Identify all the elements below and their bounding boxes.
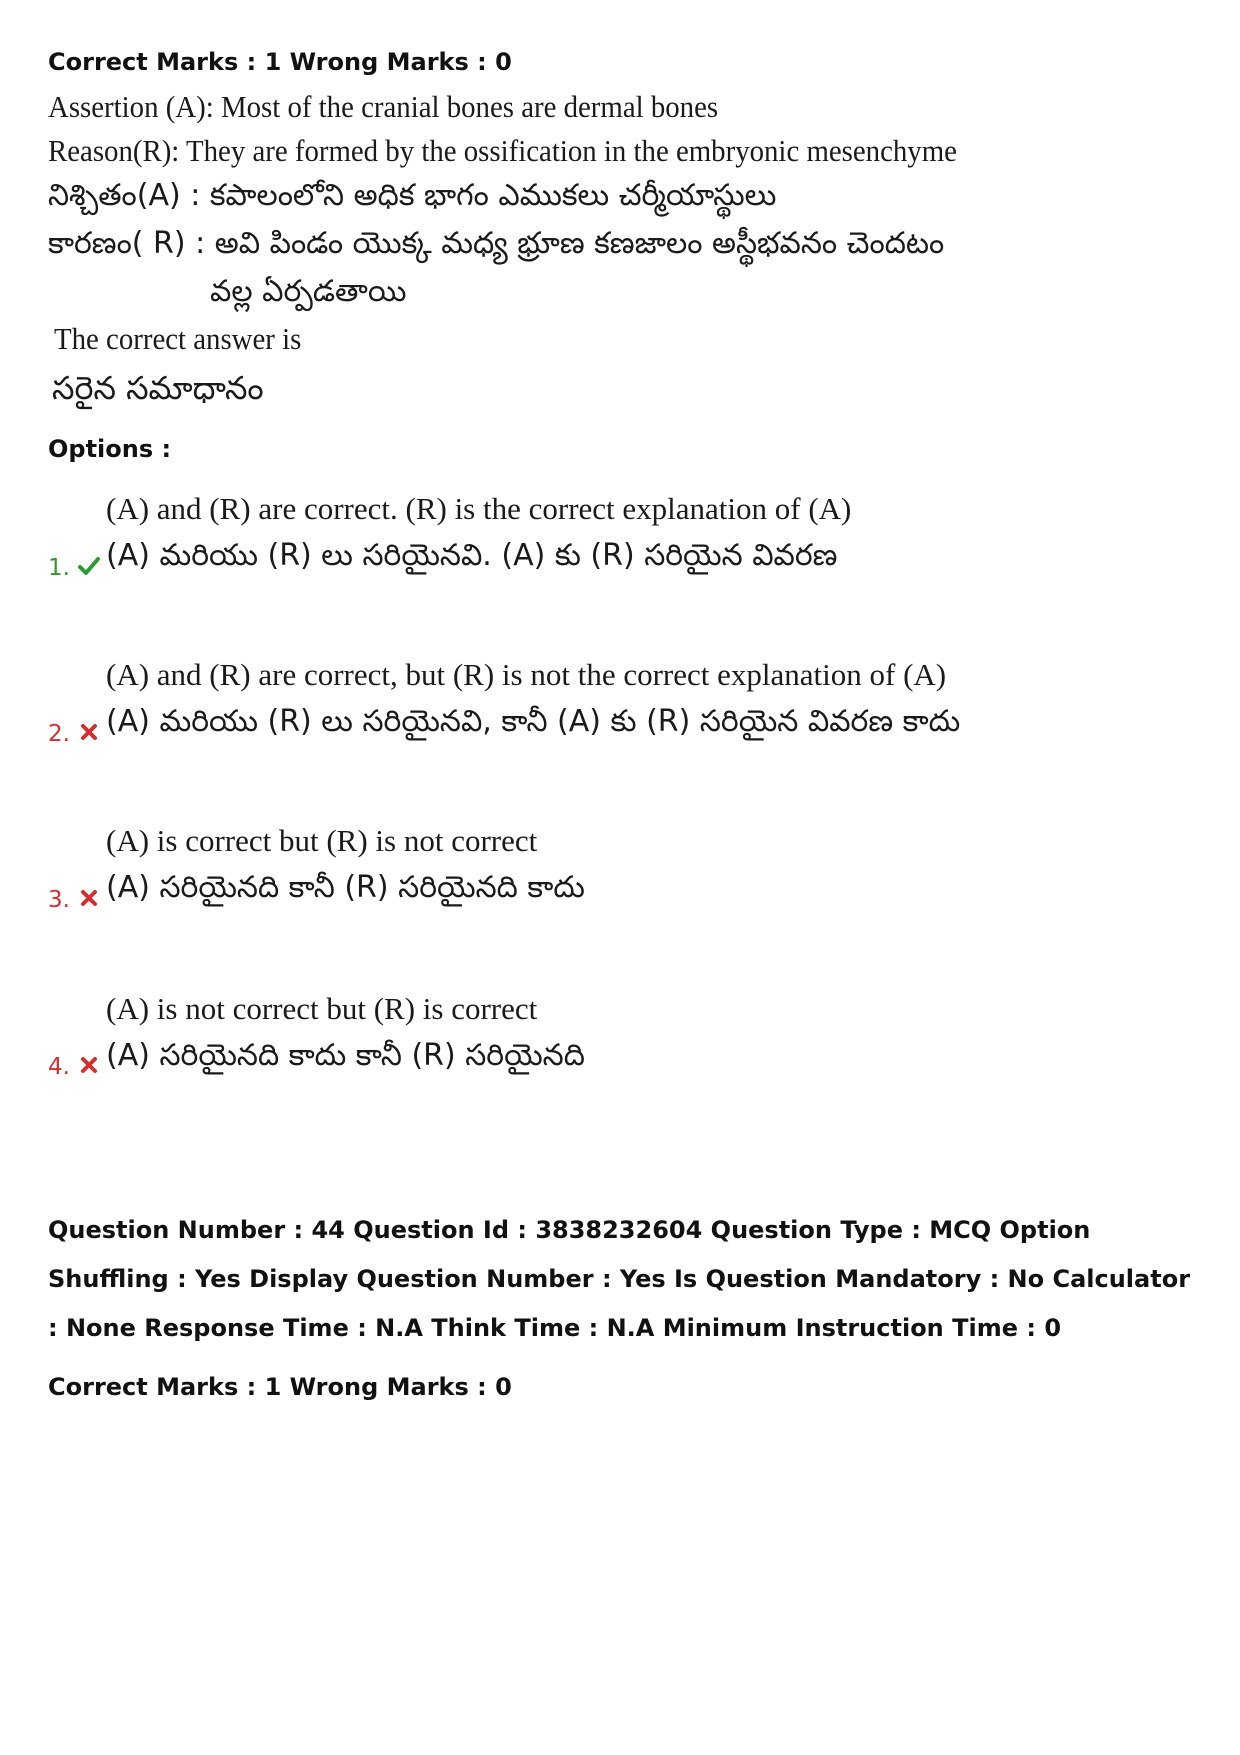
cross-icon	[76, 719, 102, 745]
cross-icon	[76, 1052, 102, 1078]
assertion-english: Assertion (A): Most of the cranial bones are dermal bones	[48, 89, 719, 124]
cross-icon	[76, 885, 102, 911]
option-text-english: (A) and (R) are correct. (R) is the correct explanation of (A)	[106, 491, 852, 526]
reason-english: Reason(R): They are formed by the ossification in the embryonic mesenchyme	[48, 133, 957, 168]
next-marks-line: Correct Marks : 1 Wrong Marks : 0	[48, 1373, 512, 1401]
option-number: 4.	[48, 1054, 70, 1080]
option-number: 3.	[48, 887, 70, 913]
reason-telugu-line-1: కారణం( R) : అవి పిండం యొక్క మధ్య భ్రూణ కణజాలం అస్థీభవనం చెందటం	[48, 226, 945, 261]
option-text-telugu: (A) మరియు (R) లు సరియైనవి. (A) కు (R) సరియైన వివరణ	[106, 538, 838, 573]
options-label: Options :	[48, 435, 172, 463]
check-icon	[76, 553, 102, 579]
option-text-telugu: (A) మరియు (R) లు సరియైనవి, కానీ (A) కు (R) సరియైన వివరణ కాదు	[106, 704, 961, 739]
option-text-english: (A) and (R) are correct, but (R) is not the correct explanation of (A)	[106, 657, 947, 692]
option-number: 2.	[48, 721, 70, 747]
option-text-telugu: (A) సరియైనది కాదు కానీ (R) సరియైనది	[106, 1038, 585, 1073]
prompt-telugu: సరైన సమాధానం	[52, 369, 264, 407]
option-number: 1.	[48, 555, 70, 581]
question-metadata: Question Number : 44 Question Id : 3838232604 Question Type : MCQ Option Shuffling : Yes Display Question Number : Yes Is Question Mandatory : No Calculator : None Response Time : N.A Think Time : N.A Minimum Instruction Time : 0	[48, 1216, 1191, 1342]
option-text-english: (A) is not correct but (R) is correct	[106, 991, 538, 1026]
option-text-telugu: (A) సరియైనది కానీ (R) సరియైనది కాదు	[106, 870, 585, 905]
reason-telugu-line-2: వల్ల ఏర్పడతాయి	[210, 274, 407, 309]
marks-line: Correct Marks : 1 Wrong Marks : 0	[48, 48, 512, 76]
option-text-english: (A) is correct but (R) is not correct	[106, 823, 538, 858]
prompt-english: The correct answer is	[54, 321, 302, 356]
assertion-telugu: నిశ్చితం(A) : కపాలంలోని అధిక భాగం ఎముకలు చర్మీయాస్థులు	[48, 178, 777, 213]
